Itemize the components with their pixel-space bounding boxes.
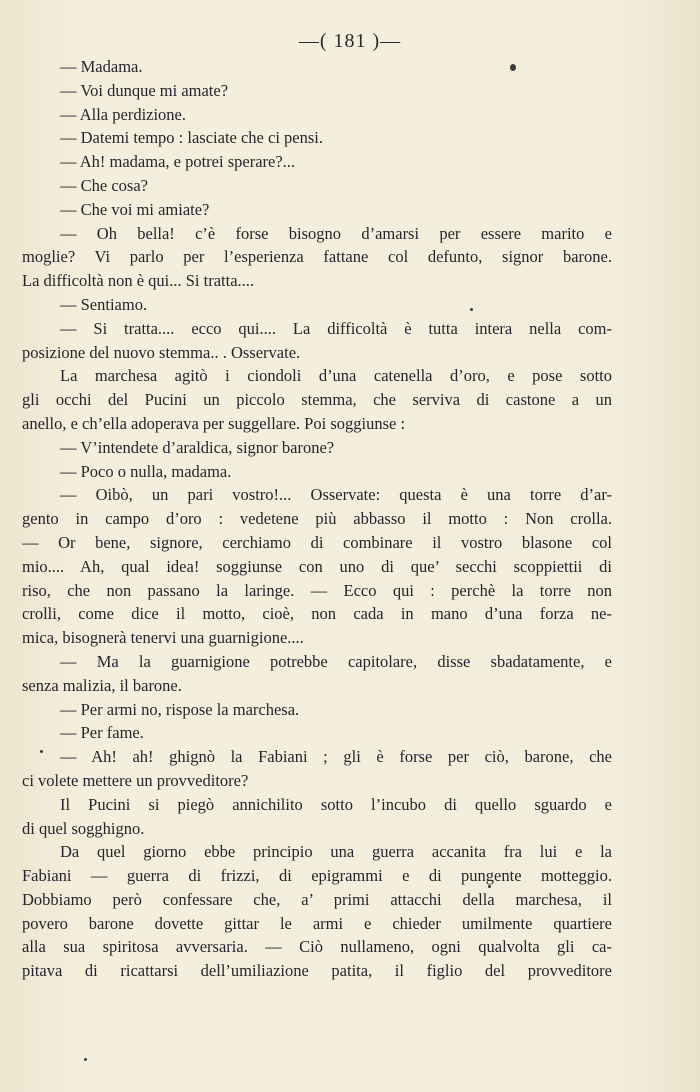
ink-speck xyxy=(84,1058,87,1061)
text-line: — V’intendete d’araldica, signor barone? xyxy=(60,437,335,457)
text-line: — Per armi no, rispose la marchesa. xyxy=(60,699,300,719)
text-line: — Poco o nulla, madama. xyxy=(60,461,232,481)
text-line: — Che cosa? xyxy=(60,175,148,195)
text-line: povero barone dovette gittar le armi e chieder umilmente quartiere xyxy=(22,913,612,933)
text-line: — Madama. xyxy=(60,57,143,76)
text-line: Da quel giorno ebbe principio una guerra accanita fra lui e la xyxy=(60,842,612,862)
text-line: Fabiani — guerra di frizzi, di epigrammi e di pungente motteggio. xyxy=(22,866,612,886)
text-line: riso, che non passano la laringe. — Ecco qui : perchè la torre non xyxy=(22,580,612,600)
text-line: anello, e ch’ella adoperava per suggellare. Poi soggiunse : xyxy=(22,413,406,433)
text-line: moglie? Vi parlo per l’esperienza fattane col defunto, signor barone. xyxy=(22,247,612,267)
text-line: crolli, come dice il motto, cioè, non cada in mano d’una forza ne- xyxy=(22,604,612,624)
text-line: La marchesa agitò i ciondoli d’una catenella d’oro, e pose sotto xyxy=(60,366,612,386)
text-line: — Or bene, signore, cerchiamo di combinare il vostro blasone col xyxy=(22,532,612,552)
ink-speck xyxy=(510,64,516,71)
text-line: posizione del nuovo stemma.. . Osservate. xyxy=(22,342,301,362)
text-line: ci volete mettere un provveditore? xyxy=(22,770,249,790)
text-line: — Si tratta.... ecco qui.... La difficoltà è tutta intera nella com- xyxy=(60,318,612,338)
ink-speck xyxy=(470,308,473,311)
text-line: Il Pucini si piegò annichilito sotto l’incubo di quello sguardo e xyxy=(60,794,612,814)
text-line: — Alla perdizione. xyxy=(60,104,187,124)
text-line: — Oh bella! c’è forse bisogno d’amarsi per essere marito e xyxy=(60,223,612,243)
text-line: — Voi dunque mi amate? xyxy=(60,80,229,100)
text-line: — Ah! madama, e potrei sperare?... xyxy=(60,152,296,172)
text-line: — Datemi tempo : lasciate che ci pensi. xyxy=(60,128,323,148)
text-line: gli occhi del Pucini un piccolo stemma, che serviva di castone a un xyxy=(22,390,612,410)
text-line: — Ah! ah! ghignò la Fabiani ; gli è forse per ciò, barone, che xyxy=(60,747,612,767)
text-line: La difficoltà non è qui... Si tratta.... xyxy=(22,271,255,291)
page-number: —( 181 )— xyxy=(298,30,402,52)
text-line: — Per fame. xyxy=(60,723,144,743)
text-line: Dobbiamo però confessare che, a’ primi attacchi della marchesa, il xyxy=(22,889,612,909)
text-line: mio.... Ah, qual idea! soggiunse con uno di que’ secchi scoppiettii di xyxy=(22,556,612,576)
text-line: alla sua spiritosa avversaria. — Ciò nullameno, ogni qualvolta gli ca- xyxy=(22,937,612,957)
ink-speck xyxy=(488,885,491,888)
text-line: — Che voi mi amiate? xyxy=(60,199,210,219)
text-line: — Sentiamo. xyxy=(60,294,148,314)
text-line: — Ma la guarnigione potrebbe capitolare, disse sbadatamente, e xyxy=(60,651,612,671)
text-line: mica, bisognerà tenervi una guarnigione.... xyxy=(22,628,304,648)
text-line: senza malizia, il barone. xyxy=(22,675,182,695)
text-line: gento in campo d’oro : vedetene più abbasso il motto : Non crolla. xyxy=(22,509,612,529)
ink-speck xyxy=(40,750,43,753)
text-line: di quel sogghigno. xyxy=(22,818,145,838)
page-body xyxy=(22,55,612,983)
text-line: pitava di ricattarsi dell’umiliazione patita, il figlio del provveditore xyxy=(22,961,612,981)
text-line: — Oibò, un pari vostro!... Osservate: questa è una torre d’ar- xyxy=(60,485,612,505)
